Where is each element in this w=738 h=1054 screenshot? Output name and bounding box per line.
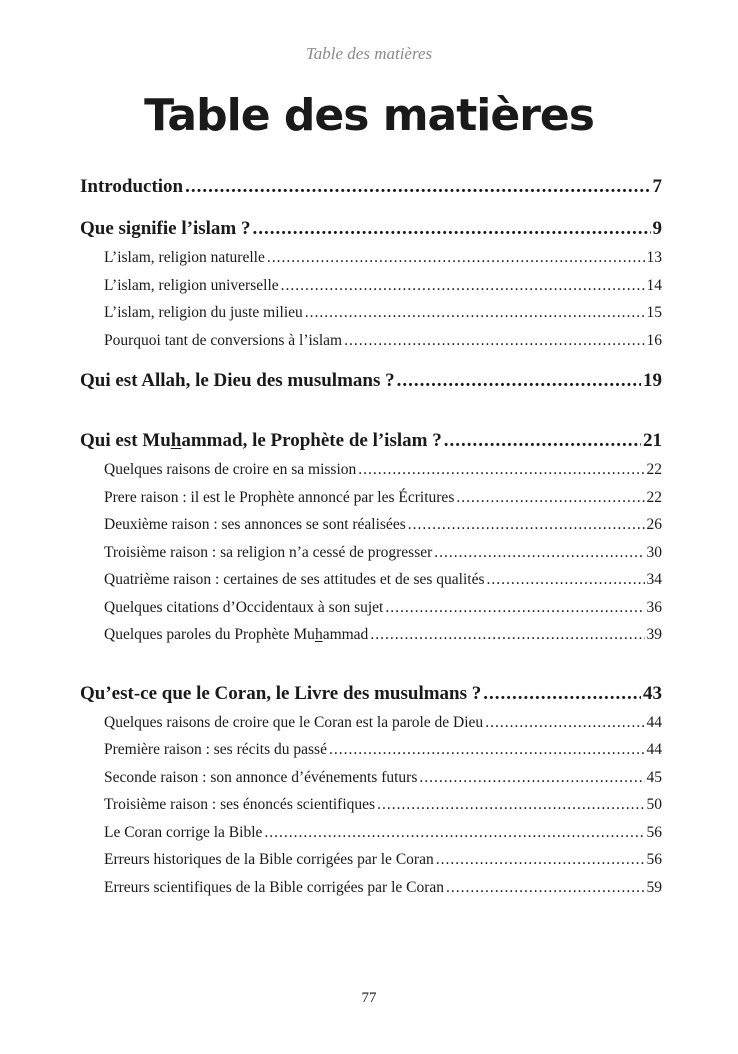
dot-leader <box>456 484 644 512</box>
toc-subentry-label: Pourquoi tant de conversions à l’islam <box>104 331 343 349</box>
toc-subentry-label: L’islam, religion du juste milieu <box>104 304 303 321</box>
toc-subentry-page: 50 <box>646 796 662 813</box>
toc-subentry <box>104 272 662 300</box>
toc-subentry-page: 14 <box>646 276 662 294</box>
toc-subentry-page: 44 <box>646 713 662 731</box>
toc-subentry-label: Quatrième raison : certaines de ses attitudes et de ses qualités <box>104 571 485 588</box>
toc-subentry-page: 15 <box>646 304 662 321</box>
toc-subentry-page: 30 <box>646 543 662 561</box>
toc-subentry-label: Troisième raison : ses énoncés scientifiques <box>104 796 376 813</box>
toc-subentry <box>104 484 662 512</box>
toc-subentry-page: 36 <box>646 598 662 616</box>
toc-subentry-label: L’islam, religion naturelle <box>104 249 265 266</box>
dot-leader <box>485 709 644 737</box>
dot-leader <box>267 244 645 272</box>
toc-subentry-page: 22 <box>646 461 662 478</box>
toc-subentry <box>104 736 662 764</box>
toc-subentry <box>104 539 662 567</box>
toc-subentry <box>104 244 662 272</box>
dot-leader <box>486 566 644 594</box>
toc-subentry <box>104 874 662 902</box>
toc-subentry-label: Deuxième raison : ses annonces se sont réalisées <box>104 516 406 533</box>
toc-subentry <box>104 566 662 594</box>
toc-subentry-label: Troisième raison : sa religion n’a cessé de progresser <box>104 543 433 561</box>
toc-subentry <box>104 299 662 327</box>
dot-leader <box>446 874 644 902</box>
toc-subentry <box>104 791 662 819</box>
toc-subentry-label: Erreurs historiques de la Bible corrigées par le Coran <box>104 851 434 868</box>
toc-subentry-page: 59 <box>646 878 662 896</box>
dot-leader <box>344 327 644 355</box>
dot-leader <box>419 764 644 792</box>
toc-subentry-label: Quelques citations d’Occidentaux à son sujet <box>104 598 384 616</box>
toc-subentry <box>104 456 662 484</box>
page-number: 77 <box>361 990 377 1006</box>
toc-subentry-label: Erreurs scientifiques de la Bible corrigées par le Coran <box>104 878 445 896</box>
page-title: Table des matières <box>144 90 594 141</box>
toc-entry-page: 9 <box>652 218 662 239</box>
dot-leader <box>444 426 641 456</box>
dot-leader <box>305 299 645 327</box>
toc-entry-page: 19 <box>643 370 662 391</box>
toc-subentry-label: Quelques raisons de croire en sa mission <box>104 461 357 478</box>
toc-entry-page: 21 <box>643 430 662 451</box>
toc-subentry-page: 45 <box>646 768 662 786</box>
dot-leader <box>185 172 650 202</box>
toc-subentry <box>104 511 662 539</box>
toc-subentry-label: Prere raison : il est le Prophète annoncé par les Écritures <box>104 488 455 506</box>
toc-subentry-page: 26 <box>646 516 662 533</box>
toc-subentry-page: 22 <box>646 488 662 506</box>
toc-subentry-label: Première raison : ses récits du passé <box>104 741 327 758</box>
toc-entry-label: Qui est Allah, le Dieu des musulmans ? <box>80 370 395 391</box>
toc-subentry <box>104 621 662 649</box>
running-header: Table des matières <box>305 44 433 63</box>
toc-subentry-label: Seconde raison : son annonce d’événements futurs <box>104 768 418 786</box>
toc-entry-label: Qui est Muhammad, le Prophète de l’islam ? <box>80 430 442 451</box>
dot-leader <box>408 511 645 539</box>
toc-entry-islam <box>80 214 662 244</box>
toc-subentry-page: 16 <box>646 331 662 349</box>
toc-subentry-page: 56 <box>646 851 662 868</box>
toc-entry-muhammad <box>80 426 662 456</box>
toc-subentry-page: 39 <box>646 626 662 643</box>
toc-subentry <box>104 819 662 847</box>
dot-leader <box>329 736 645 764</box>
toc-subentry-page: 44 <box>646 741 662 758</box>
toc-entry-label: Qu’est-ce que le Coran, le Livre des musulmans ? <box>80 682 482 704</box>
toc-subentry-label: Quelques paroles du Prophète Muhammad <box>104 626 369 643</box>
dot-leader <box>358 456 644 484</box>
toc-subentry <box>104 594 662 622</box>
toc-subentry-page: 13 <box>646 249 662 266</box>
toc-entry-page: 43 <box>643 682 662 704</box>
toc-entry-label: Introduction <box>80 176 184 197</box>
toc-entry-page: 7 <box>652 176 662 197</box>
dot-leader <box>385 594 644 622</box>
toc-subentry <box>104 709 662 737</box>
dot-leader <box>377 791 644 819</box>
toc-entry-label: Que signifie l’islam ? <box>80 218 251 239</box>
dot-leader <box>370 621 644 649</box>
toc-subentry <box>104 327 662 355</box>
dot-leader <box>434 539 644 567</box>
toc-subentry-label: Le Coran corrige la Bible <box>104 823 263 841</box>
toc-subentry <box>104 846 662 874</box>
dot-leader <box>436 846 645 874</box>
toc-entry-allah <box>80 366 662 396</box>
toc-entry-coran <box>80 679 662 709</box>
table-of-contents <box>80 172 662 901</box>
dot-leader <box>252 214 650 244</box>
toc-entry-introduction <box>80 172 662 202</box>
toc-subentry-label: Quelques raisons de croire que le Coran est la parole de Dieu <box>104 713 484 731</box>
toc-subentry-page: 34 <box>646 571 662 588</box>
dot-leader <box>264 819 644 847</box>
dot-leader <box>483 679 641 709</box>
dot-leader <box>397 366 641 396</box>
dot-leader <box>281 272 645 300</box>
toc-subentry <box>104 764 662 792</box>
toc-subentry-label: L’islam, religion universelle <box>104 276 279 294</box>
toc-subentry-page: 56 <box>646 823 662 841</box>
